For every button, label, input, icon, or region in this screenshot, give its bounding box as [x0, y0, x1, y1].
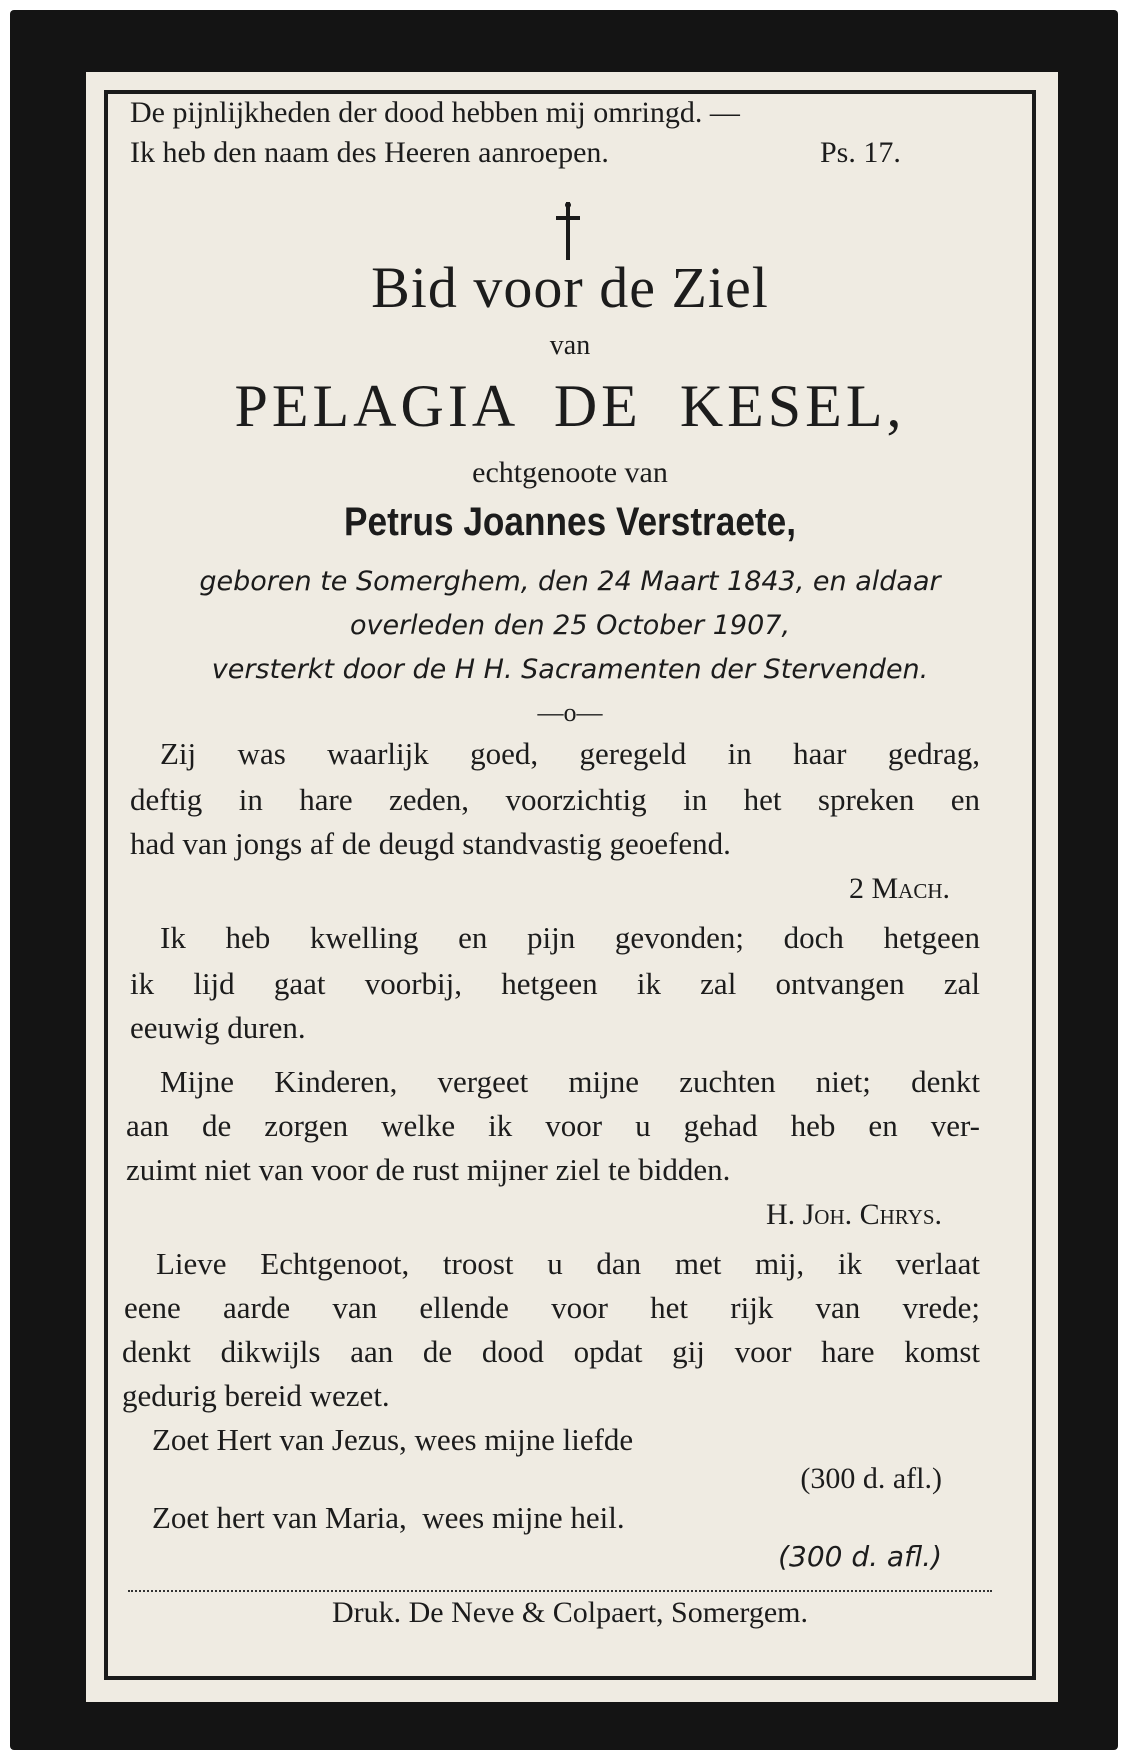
- epigraph-line-1: De pijnlijkheden der dood hebben mij omringd. —: [130, 96, 740, 129]
- para2-line-2: ik lijd gaat voorbij, hetgeen ik zal ontvangen zal: [130, 966, 980, 1001]
- para4-line-3: denkt dikwijls aan de dood opdat gij voor hare komst: [122, 1334, 980, 1369]
- para3-reference: H. Joh. Chrys.: [765, 1198, 942, 1231]
- spouse-intro: echtgenoote van: [472, 456, 668, 489]
- prayer-1: Zoet Hert van Jezus, wees mijne liefde: [152, 1422, 634, 1457]
- epigraph-reference: Ps. 17.: [820, 136, 901, 169]
- separator: —o—: [537, 698, 603, 727]
- prayer-1-indulgence: (300 d. afl.): [800, 1462, 942, 1495]
- para4-line-4: gedurig bereid wezet.: [122, 1378, 390, 1413]
- para1-line-1: Zij was waarlijk goed, geregeld in haar gedrag,: [160, 736, 980, 771]
- van-label: van: [549, 330, 591, 361]
- para3-line-2: aan de zorgen welke ik voor u gehad heb en ver-: [126, 1108, 980, 1143]
- para3-line-3: zuimt niet van voor de rust mijner ziel te bidden.: [126, 1152, 731, 1187]
- epigraph-line-2: Ik heb den naam des Heeren aanroepen.: [130, 136, 609, 169]
- birth-line: geboren te Somerghem, den 24 Maart 1843, en aldaar: [199, 566, 941, 597]
- prayer-2-indulgence: (300 d. afl.): [778, 1540, 942, 1573]
- para4-line-1: Lieve Echtgenoot, troost u dan met mij, ik verlaat: [156, 1246, 980, 1281]
- para2-line-1: Ik heb kwelling en pijn gevonden; doch hetgeen: [160, 920, 980, 955]
- printer-imprint: Druk. De Neve & Colpaert, Somergem.: [331, 1596, 808, 1629]
- para2-line-3: eeuwig duren.: [130, 1010, 306, 1045]
- heading: Bid voor de Ziel: [371, 255, 769, 320]
- death-line: overleden den 25 October 1907,: [349, 610, 791, 641]
- para1-line-2: deftig in hare zeden, voorzichtig in het spreken en: [130, 782, 980, 817]
- cross-icon: [556, 202, 580, 260]
- spouse-name: Petrus Joannes Verstraete,: [344, 500, 796, 544]
- deceased-name: PELAGIA DE KESEL,: [234, 373, 906, 439]
- sacraments-line: versterkt door de H H. Sacramenten der Stervenden.: [211, 654, 929, 685]
- para1-line-3: had van jongs af de deugd standvastig geoefend.: [130, 826, 731, 861]
- dotted-divider: [128, 1590, 992, 1592]
- para4-line-2: eene aarde van ellende voor het rijk van vrede;: [124, 1290, 980, 1325]
- para3-line-1: Mijne Kinderen, vergeet mijne zuchten niet; denkt: [160, 1064, 980, 1099]
- para1-reference: 2 Mach.: [848, 872, 950, 905]
- prayer-2: Zoet hert van Maria, wees mijne heil.: [152, 1500, 625, 1535]
